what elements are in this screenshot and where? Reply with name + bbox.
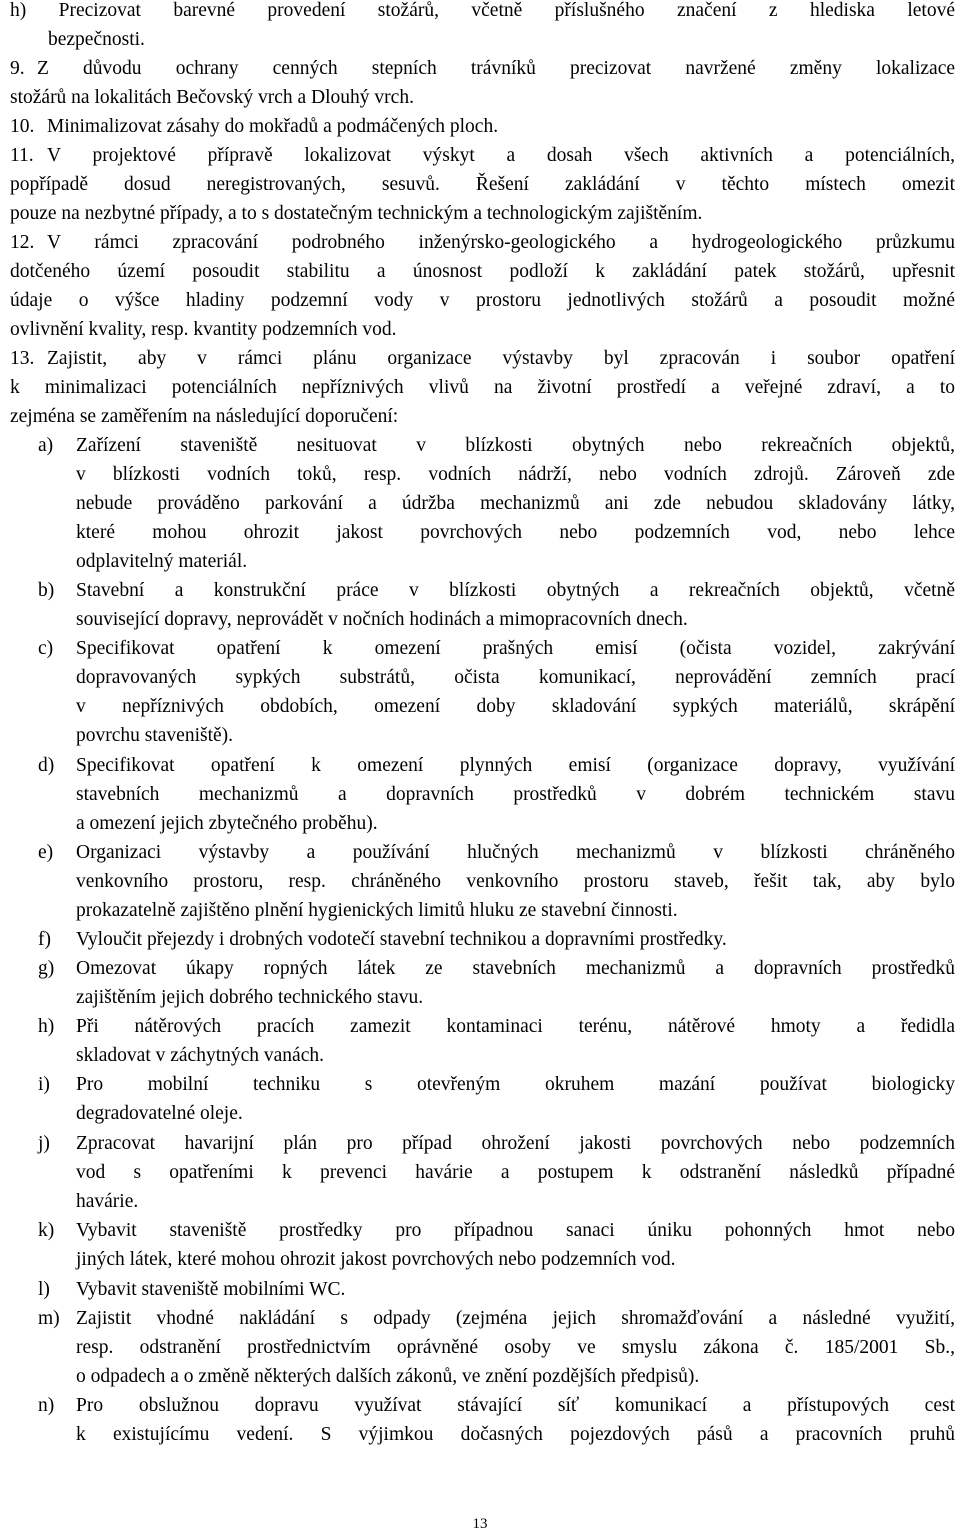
text-line: Z důvodu ochrany cenných stepních trávníků precizovat navržené změny lokalizace (37, 58, 955, 79)
text-line: stavebních mechanizmů a dopravních prostředků v dobrém technickém stavu (76, 783, 955, 805)
sub-item-label: e) (38, 842, 54, 863)
sub-item-label: f) (38, 929, 51, 950)
sub-item-a (38, 432, 955, 577)
text-line: v nepříznivých obdobích, omezení doby skladování sypkých materiálů, skrápění (76, 695, 955, 717)
text-line: Pro mobilní techniku s otevřeným okruhem mazání používat biologicky (76, 1074, 955, 1095)
sub-item-label: h) (38, 1016, 55, 1037)
sub-item-f (38, 926, 955, 955)
item-number: 11. (10, 145, 34, 166)
sub-item-label: a) (38, 435, 54, 456)
sub-item-e (38, 839, 955, 926)
sub-item-n (38, 1392, 955, 1450)
sub-item-b (38, 577, 955, 635)
text-line: které mohou ohrozit jakost povrchových nebo podzemních vod, nebo lehce (76, 521, 955, 543)
text-line: prokazatelně zajištěno plnění hygienických limitů hluku ze stavební činnosti. (76, 899, 678, 921)
text-line: Zajistit vhodné nakládání s odpady (zejména jejich shromažďování a následné využití, (76, 1308, 955, 1329)
text-line: údaje o výšce hladiny podzemní vody v prostoru jednotlivých stožárů a posoudit možné (10, 289, 955, 311)
sub-item-label: l) (38, 1279, 50, 1300)
list-item-12 (10, 229, 955, 345)
text-line: zejména se zaměřením na následující doporučení: (10, 405, 399, 427)
text-line: degradovatelné oleje. (76, 1102, 243, 1124)
text-line: ovlivnění kvality, resp. kvantity podzemních vod. (10, 318, 397, 340)
sub-item-label: d) (38, 755, 55, 776)
text-line: Při nátěrových pracích zamezit kontaminaci terénu, nátěrové hmoty a ředidla (76, 1016, 955, 1037)
list-item-13 (10, 345, 955, 432)
sub-item-d (38, 752, 955, 839)
text-line: popřípadě dosud neregistrovaných, sesuvů. Řešení zakládání v těchto místech omezit (10, 173, 955, 195)
text-line: Specifikovat opatření k omezení prašných emisí (očista vozidel, zakrývání (76, 638, 955, 659)
sub-item-l (38, 1276, 955, 1305)
text-line: dopravovaných sypkých substrátů, očista komunikací, neprovádění zemních prací (76, 666, 955, 688)
text-line: k existujícímu vedení. S výjimkou dočasných pojezdových pásů a pracovních pruhů (76, 1423, 955, 1445)
sub-item-m (38, 1305, 955, 1392)
sub-item-h (38, 1013, 955, 1071)
text-line: Specifikovat opatření k omezení plynných emisí (organizace dopravy, využívání (76, 755, 955, 776)
text-line: skladovat v záchytných vanách. (76, 1044, 324, 1066)
text-line: Zařízení staveniště nesituovat v blízkosti obytných nebo rekreačních objektů, (76, 435, 955, 456)
text-line: o odpadech a o změně některých dalších zákonů, ve znění pozdějších předpisů). (76, 1365, 700, 1387)
sub-item-i (38, 1071, 955, 1129)
sub-item-k (38, 1217, 955, 1275)
text-line: havárie. (76, 1190, 139, 1212)
text-line: povrchu staveniště). (76, 724, 234, 746)
text-line: dotčeného území posoudit stabilitu a únosnost podloží k zakládání patek stožárů, upřesnit (10, 260, 955, 282)
text-line: Pro obslužnou dopravu využívat stávající síť komunikací a přístupových cest (76, 1395, 955, 1416)
text-line: V rámci zpracování podrobného inženýrsko-geologického a hydrogeologického průzkumu (47, 232, 955, 253)
text-line: V projektové přípravě lokalizovat výskyt a dosah všech aktivních a potenciálních, (47, 145, 955, 166)
text-line: jiných látek, které mohou ohrozit jakost povrchových nebo podzemních vod. (76, 1248, 676, 1270)
sub-item-g (38, 955, 955, 1013)
sub-item-label: g) (38, 958, 55, 979)
text-line: odplavitelný materiál. (76, 550, 248, 572)
item-number: 12. (10, 232, 35, 253)
text-line: stožárů na lokalitách Bečovský vrch a Dlouhý vrch. (10, 86, 414, 108)
text-line: h) Precizovat barevné provedení stožárů, včetně příslušného značení z hlediska letové (10, 0, 955, 21)
text-line: Vybavit staveniště mobilními WC. (76, 1279, 346, 1300)
text-line: a omezení jejich zbytečného proběhu). (76, 812, 378, 834)
item-number: 10. (10, 116, 35, 137)
sub-item-j (38, 1130, 955, 1217)
text-line: Vyloučit přejezdy i drobných vodotečí stavební technikou a dopravními prostředky. (76, 929, 727, 950)
text-line: Vybavit staveniště prostředky pro případnou sanaci úniku pohonných hmot nebo (76, 1220, 955, 1241)
text-line: v blízkosti vodních toků, resp. vodních nádrží, nebo vodních zdrojů. Zároveň zde (76, 463, 955, 485)
text-line: pouze na nezbytné případy, a to s dostatečným technickým a technologickým zajištěním. (10, 202, 703, 224)
text-line: Omezovat úkapy ropných látek ze stavebních mechanizmů a dopravních prostředků (76, 958, 955, 979)
text-line: Stavební a konstrukční práce v blízkosti obytných a rekreačních objektů, včetně (76, 580, 955, 601)
sub-item-label: j) (38, 1133, 50, 1154)
sub-item-label: b) (38, 580, 55, 601)
sub-item-label: n) (38, 1395, 55, 1416)
text-line: Zajistit, aby v rámci plánu organizace výstavby byl zpracován i soubor opatření (47, 348, 955, 369)
page-number: 13 (472, 1516, 488, 1532)
text-line: bezpečnosti. (48, 28, 145, 50)
text-line: vod s opatřeními k prevenci havárie a postupem k odstranění následků případné (76, 1161, 955, 1183)
text-line: resp. odstranění prostřednictvím oprávněné osoby ve smyslu zákona č. 185/2001 Sb., (76, 1336, 955, 1358)
list-item-9 (10, 55, 955, 113)
text-line: nebude prováděno parkování a údržba mechanizmů ani zde nebudou skladovány látky, (76, 492, 955, 514)
item-number: 13. (10, 348, 35, 369)
text-line: k minimalizaci potenciálních nepříznivých vlivů na životní prostředí a veřejné zdraví, a to (10, 376, 955, 398)
sub-item-label: c) (38, 638, 54, 659)
list-item-10 (10, 113, 955, 142)
text-line: Minimalizovat zásahy do mokřadů a podmáčených ploch. (47, 116, 499, 137)
sub-item-label: k) (38, 1220, 55, 1241)
list-item-h-top (10, 0, 955, 55)
text-line: venkovního prostoru, resp. chráněného venkovního prostoru staveb, řešit tak, aby bylo (76, 870, 955, 892)
sub-item-c (38, 635, 955, 751)
text-line: Organizaci výstavby a používání hlučných mechanizmů v blízkosti chráněného (76, 842, 955, 863)
item-number: 9. (10, 58, 25, 79)
list-item-11 (10, 142, 955, 229)
text-line: zajištěním jejich dobrého technického stavu. (76, 986, 424, 1008)
sub-item-label: i) (38, 1074, 50, 1095)
sub-item-label: m) (38, 1308, 60, 1329)
text-line: související dopravy, neprovádět v nočních hodinách a mimopracovních dnech. (76, 608, 688, 630)
text-line: Zpracovat havarijní plán pro případ ohrožení jakosti povrchových nebo podzemních (76, 1133, 955, 1154)
